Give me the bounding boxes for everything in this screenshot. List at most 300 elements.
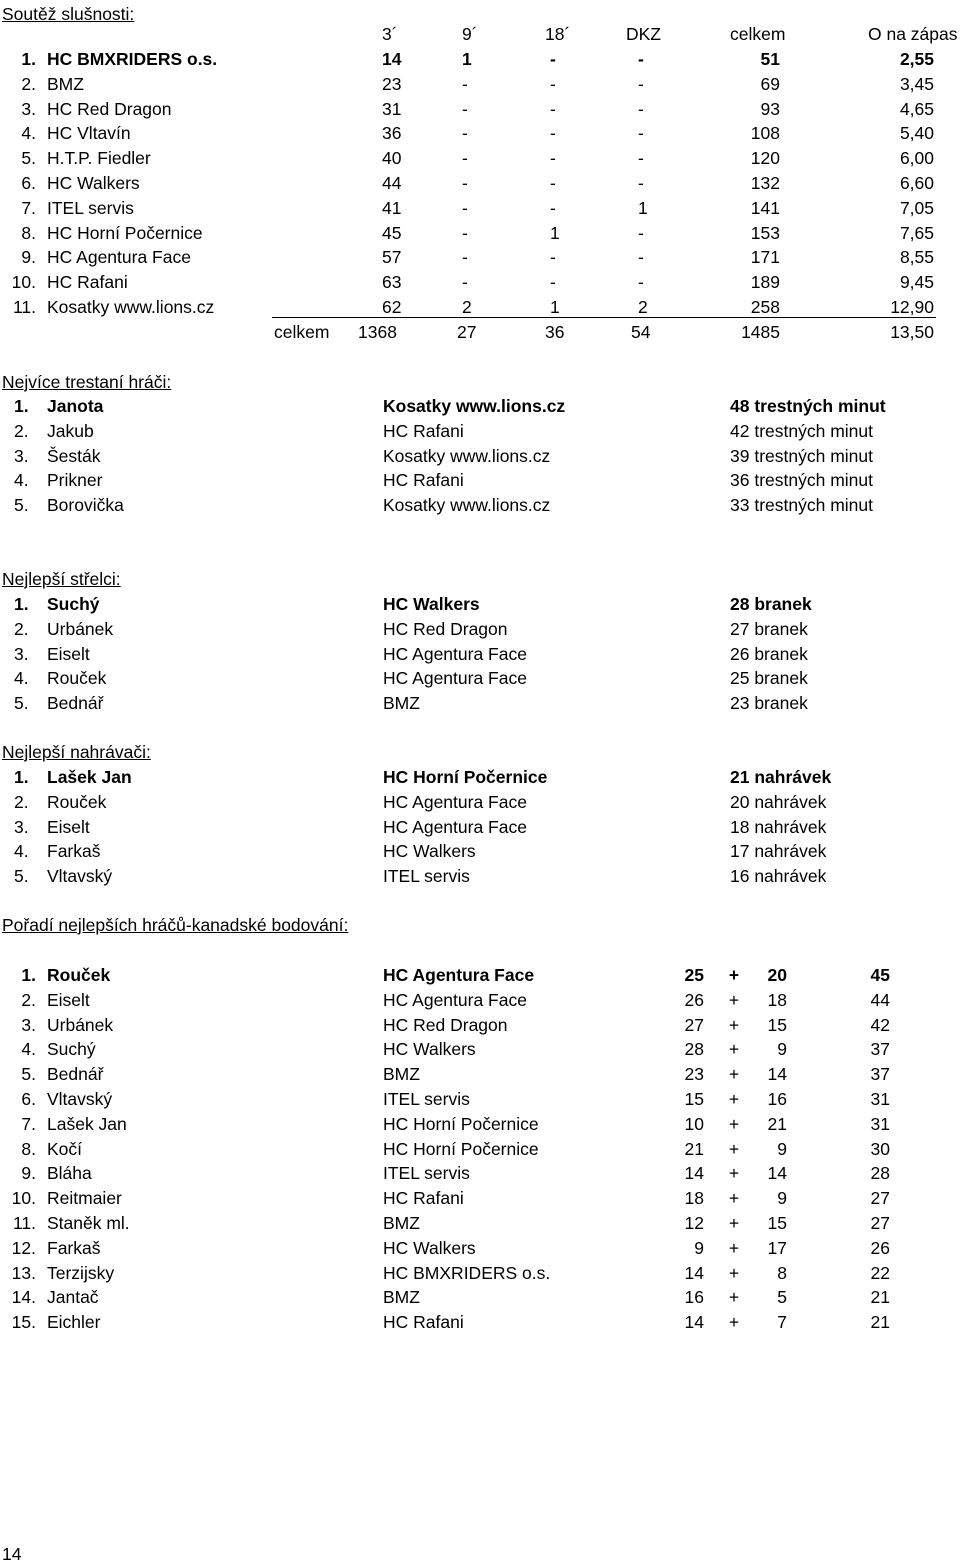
team-name: HC Agentura Face (383, 816, 527, 837)
rank: 8. (21, 1138, 36, 1159)
team-name: ITEL servis (47, 197, 134, 218)
canadian-row (0, 1161, 960, 1186)
fair-play-row (0, 121, 960, 146)
penalty-per-game: 5,40 (899, 123, 934, 144)
canadian-row (0, 1112, 960, 1137)
assists: 7 (777, 1312, 787, 1333)
fair-play-title: Soutěž slušnosti: (2, 4, 135, 24)
penalty-9min: - (462, 173, 468, 193)
plus-sign: + (728, 1237, 740, 1258)
rank: 3. (14, 643, 29, 664)
team-name: HC Rafani (47, 272, 128, 293)
canadian-title: Pořadí nejlepších hráčů-kanadské bodování: (2, 915, 349, 935)
canadian-row (0, 1013, 960, 1038)
player-name: Farkaš (47, 841, 101, 862)
rank: 7. (21, 197, 36, 218)
penalty-dkz: - (638, 73, 644, 94)
penalized-row (0, 394, 960, 419)
penalty-dkz: - (638, 98, 644, 119)
assists: 14 (767, 1064, 787, 1085)
team-name: HC BMXRIDERS o.s. (47, 49, 218, 69)
team-name: HC Agentura Face (47, 247, 191, 268)
penalty-total: 141 (750, 197, 780, 218)
player-name: Suchý (47, 594, 100, 614)
penalty-9min: 1 (462, 49, 472, 69)
rank: 11. (12, 1213, 36, 1233)
rank: 1. (14, 594, 29, 614)
player-name: Janota (47, 396, 104, 416)
canadian-row (0, 1285, 960, 1310)
rank: 4. (21, 123, 36, 144)
team-name: HC Rafani (383, 470, 464, 491)
penalty-dkz: 1 (638, 197, 648, 218)
fair-play-row (0, 221, 960, 246)
team-name: HC Agentura Face (383, 643, 527, 664)
penalized-row (0, 468, 960, 493)
penalty-18min: - (550, 197, 556, 218)
player-name: Jakub (47, 420, 94, 441)
team-name: BMZ (47, 73, 84, 94)
team-name: BMZ (383, 693, 420, 714)
player-name: Šesták (47, 445, 101, 466)
penalty-per-game: 2,55 (899, 49, 934, 69)
fair-play-row (0, 97, 960, 122)
team-name: HC Rafani (383, 1312, 464, 1333)
canadian-row (0, 1087, 960, 1112)
stat-value: 42 trestných minut (730, 420, 873, 441)
team-name: HC Agentura Face (383, 791, 527, 812)
assists: 18 (767, 989, 787, 1010)
team-name: ITEL servis (383, 1089, 470, 1109)
scorers-row (0, 691, 960, 716)
player-name: Urbánek (47, 1014, 114, 1035)
player-name: Eiselt (47, 816, 90, 837)
rank: 5. (14, 866, 29, 887)
penalty-dkz: - (638, 222, 644, 243)
stat-value: 17 nahrávek (730, 841, 827, 862)
penalty-per-game: 4,65 (899, 98, 934, 119)
penalty-per-game: 7,65 (899, 222, 934, 243)
penalty-total: 153 (750, 222, 780, 243)
team-name: Kosatky www.lions.cz (383, 445, 551, 466)
plus-sign: + (728, 1014, 740, 1035)
total-3min: 1368 (358, 322, 397, 342)
penalty-9min: - (462, 272, 468, 293)
goals: 9 (694, 1237, 704, 1258)
team-name: Kosatky www.lions.cz (383, 495, 551, 516)
rank: 3. (14, 816, 29, 837)
assists-row (0, 839, 960, 864)
stat-value: 21 nahrávek (730, 767, 832, 787)
plus-sign: + (728, 1064, 740, 1085)
col-header-9min: 9´ (462, 24, 478, 44)
team-name: HC Walkers (383, 1237, 476, 1258)
goals: 10 (684, 1113, 704, 1134)
assists: 15 (767, 1213, 787, 1233)
stat-value: 36 trestných minut (730, 470, 873, 491)
rank: 5. (14, 693, 29, 714)
team-name: HC Walkers (47, 173, 140, 193)
assists-title: Nejlepší nahrávači: (2, 742, 151, 762)
player-name: Reitmaier (47, 1188, 122, 1209)
penalty-dkz: - (638, 247, 644, 268)
points: 31 (870, 1113, 890, 1134)
penalty-dkz: - (638, 49, 644, 69)
rank: 6. (21, 173, 36, 193)
penalty-9min: 2 (462, 297, 472, 317)
player-name: Vltavský (47, 866, 113, 887)
rank: 2. (14, 791, 29, 812)
penalty-per-game: 6,00 (899, 148, 934, 169)
team-name: HC Agentura Face (383, 965, 535, 985)
penalty-3min: 45 (382, 222, 402, 243)
assists: 16 (767, 1089, 787, 1109)
penalty-dkz: - (638, 123, 644, 144)
plus-sign: + (728, 989, 740, 1010)
penalty-total: 51 (760, 49, 780, 69)
rank: 5. (21, 148, 36, 169)
goals: 21 (684, 1138, 704, 1159)
penalty-3min: 31 (382, 98, 402, 119)
player-name: Eiselt (47, 989, 90, 1010)
total-label: celkem (274, 322, 330, 342)
points: 37 (870, 1064, 890, 1085)
assists: 20 (767, 965, 787, 985)
penalty-total: 108 (750, 123, 780, 144)
assists: 9 (777, 1039, 787, 1060)
assists: 17 (767, 1237, 787, 1258)
rank: 6. (21, 1089, 36, 1109)
fair-play-row (0, 72, 960, 97)
rank: 4. (14, 470, 29, 491)
plus-sign: + (728, 1262, 740, 1283)
player-name: Bláha (47, 1163, 92, 1184)
penalty-per-game: 12,90 (890, 297, 934, 317)
penalty-dkz: - (638, 272, 644, 293)
total-per-game: 13,50 (890, 322, 934, 342)
assists-row (0, 864, 960, 889)
penalty-3min: 36 (382, 123, 402, 144)
plus-sign: + (728, 1188, 740, 1209)
penalty-9min: - (462, 247, 468, 268)
canadian-row (0, 1186, 960, 1211)
points: 21 (870, 1312, 890, 1333)
player-name: Farkaš (47, 1237, 101, 1258)
player-name: Vltavský (47, 1089, 113, 1109)
penalty-per-game: 9,45 (899, 272, 934, 293)
penalty-total: 132 (750, 173, 780, 193)
rank: 14. (11, 1287, 36, 1308)
penalty-18min: 1 (550, 222, 560, 243)
points: 27 (870, 1213, 890, 1233)
scorers-title: Nejlepší střelci: (2, 569, 121, 589)
team-name: HC Horní Počernice (383, 1113, 539, 1134)
fair-play-row (0, 196, 960, 221)
penalty-dkz: - (638, 148, 644, 169)
penalty-3min: 40 (382, 148, 402, 169)
player-name: Eiselt (47, 643, 90, 664)
penalty-9min: - (462, 123, 468, 144)
rank: 3. (14, 445, 29, 466)
penalty-per-game: 3,45 (899, 73, 934, 94)
penalty-total: 69 (760, 73, 780, 94)
rank: 4. (14, 841, 29, 862)
player-name: Borovička (47, 495, 124, 516)
rank: 7. (21, 1113, 36, 1134)
team-name: HC Walkers (383, 594, 480, 614)
team-name: HC Walkers (383, 1039, 476, 1060)
team-name: ITEL servis (383, 866, 470, 887)
rank: 9. (21, 1163, 36, 1184)
points: 44 (870, 989, 890, 1010)
penalty-18min: - (550, 148, 556, 169)
rank: 5. (14, 495, 29, 516)
penalty-18min: - (550, 49, 556, 69)
goals: 25 (684, 965, 704, 985)
rank: 12. (11, 1237, 36, 1258)
team-name: HC BMXRIDERS o.s. (383, 1262, 551, 1283)
stat-value: 18 nahrávek (730, 816, 827, 837)
penalized-title: Nejvíce trestaní hráči: (2, 372, 172, 392)
penalty-9min: - (462, 98, 468, 119)
rank: 1. (14, 396, 29, 416)
col-header-dkz: DKZ (626, 24, 661, 44)
penalty-per-game: 8,55 (899, 247, 934, 268)
assists: 15 (767, 1014, 787, 1035)
points: 42 (870, 1014, 890, 1035)
team-name: HC Walkers (383, 841, 476, 862)
rank: 10. (11, 272, 36, 293)
penalty-3min: 62 (382, 297, 402, 317)
fair-play-row (0, 47, 960, 72)
team-name: HC Horní Počernice (47, 222, 203, 243)
plus-sign: + (728, 1312, 740, 1333)
player-name: Rouček (47, 965, 111, 985)
player-name: Jantač (47, 1287, 99, 1308)
team-name: HC Vltavín (47, 123, 131, 144)
points: 31 (870, 1089, 890, 1109)
team-name: Kosatky www.lions.cz (383, 396, 566, 416)
penalty-dkz: - (638, 173, 644, 193)
player-name: Prikner (47, 470, 103, 491)
goals: 23 (684, 1064, 704, 1085)
rank: 13. (11, 1262, 36, 1283)
fair-play-row (0, 171, 960, 196)
team-name: HC Agentura Face (383, 989, 527, 1010)
total-total: 1485 (741, 322, 780, 342)
penalty-3min: 44 (382, 173, 402, 193)
col-header-total: celkem (730, 24, 786, 44)
assists: 9 (777, 1188, 787, 1209)
goals: 28 (684, 1039, 704, 1060)
team-name: HC Red Dragon (47, 98, 172, 119)
penalty-per-game: 6,60 (899, 173, 934, 193)
rank: 1. (21, 965, 36, 985)
stat-value: 28 branek (730, 594, 812, 614)
penalty-9min: - (462, 148, 468, 169)
rank: 2. (21, 989, 36, 1010)
fair-play-row (0, 146, 960, 171)
stat-value: 16 nahrávek (730, 866, 827, 887)
penalized-row (0, 493, 960, 518)
stat-value: 48 trestných minut (730, 396, 886, 416)
fair-play-row (0, 245, 960, 270)
plus-sign: + (728, 965, 740, 985)
penalty-per-game: 7,05 (899, 197, 934, 218)
plus-sign: + (728, 1089, 740, 1109)
fair-play-total-divider (272, 317, 936, 318)
goals: 15 (684, 1089, 704, 1109)
canadian-row (0, 1137, 960, 1162)
penalty-3min: 14 (382, 49, 402, 69)
canadian-row (0, 963, 960, 988)
penalty-18min: - (550, 173, 556, 193)
canadian-row (0, 1062, 960, 1087)
col-header-per-game: O na zápas (868, 24, 958, 44)
points: 27 (870, 1188, 890, 1209)
player-name: Urbánek (47, 618, 114, 639)
goals: 26 (684, 989, 704, 1010)
team-name: HC Horní Počernice (383, 767, 548, 787)
penalty-dkz: 2 (638, 297, 648, 317)
points: 37 (870, 1039, 890, 1060)
player-name: Lašek Jan (47, 1113, 127, 1134)
points: 21 (870, 1287, 890, 1308)
team-name: HC Agentura Face (383, 668, 527, 689)
assists-row (0, 790, 960, 815)
rank: 8. (21, 222, 36, 243)
rank: 4. (14, 668, 29, 689)
team-name: ITEL servis (383, 1163, 470, 1184)
canadian-row (0, 1261, 960, 1286)
player-name: Kočí (47, 1138, 83, 1159)
rank: 11. (12, 297, 36, 317)
penalty-total: 258 (750, 297, 780, 317)
stat-value: 39 trestných minut (730, 445, 873, 466)
plus-sign: + (728, 1138, 740, 1159)
points: 28 (870, 1163, 890, 1184)
player-name: Bednář (47, 693, 104, 714)
rank: 3. (21, 98, 36, 119)
total-18min: 36 (545, 322, 565, 342)
points: 45 (870, 965, 890, 985)
scorers-row (0, 666, 960, 691)
points: 22 (870, 1262, 890, 1283)
penalty-9min: - (462, 222, 468, 243)
points: 26 (870, 1237, 890, 1258)
penalty-3min: 57 (382, 247, 402, 268)
player-name: Staněk ml. (47, 1213, 130, 1233)
penalty-3min: 23 (382, 73, 402, 94)
penalty-9min: - (462, 197, 468, 218)
rank: 10. (11, 1188, 36, 1209)
rank: 1. (21, 49, 36, 69)
scorers-row (0, 617, 960, 642)
goals: 16 (684, 1287, 704, 1308)
team-name: HC Horní Počernice (383, 1138, 539, 1159)
rank: 1. (14, 767, 29, 787)
player-name: Suchý (47, 1039, 96, 1060)
player-name: Rouček (47, 668, 107, 689)
penalized-row (0, 419, 960, 444)
player-name: Eichler (47, 1312, 101, 1333)
total-9min: 27 (457, 322, 477, 342)
team-name: BMZ (383, 1064, 420, 1085)
stat-value: 25 branek (730, 668, 808, 689)
plus-sign: + (728, 1287, 740, 1308)
rank: 2. (21, 73, 36, 94)
canadian-row (0, 1211, 960, 1236)
penalty-9min: - (462, 73, 468, 94)
player-name: Terzijsky (47, 1262, 115, 1283)
rank: 9. (21, 247, 36, 268)
team-name: BMZ (383, 1287, 420, 1308)
fair-play-header-row (0, 22, 960, 47)
plus-sign: + (728, 1163, 740, 1184)
goals: 27 (684, 1014, 704, 1035)
penalty-total: 189 (750, 272, 780, 293)
goals: 12 (684, 1213, 704, 1233)
penalty-18min: - (550, 123, 556, 144)
player-name: Lašek Jan (47, 767, 132, 787)
stat-value: 27 branek (730, 618, 808, 639)
penalty-total: 93 (760, 98, 780, 119)
points: 30 (870, 1138, 890, 1159)
team-name: HC Rafani (383, 420, 464, 441)
player-name: Rouček (47, 791, 107, 812)
plus-sign: + (728, 1113, 740, 1134)
assists: 8 (777, 1262, 787, 1283)
canadian-row (0, 988, 960, 1013)
rank: 4. (21, 1039, 36, 1060)
stat-value: 33 trestných minut (730, 495, 873, 516)
penalty-3min: 63 (382, 272, 402, 293)
scorers-row (0, 592, 960, 617)
goals: 14 (684, 1163, 704, 1184)
assists-row (0, 765, 960, 790)
canadian-row (0, 1037, 960, 1062)
page-number: 14 (2, 1544, 22, 1564)
total-dkz: 54 (631, 322, 651, 342)
plus-sign: + (728, 1213, 740, 1233)
penalty-18min: - (550, 272, 556, 293)
rank: 2. (14, 618, 29, 639)
rank: 15. (11, 1312, 36, 1333)
rank: 2. (14, 420, 29, 441)
assists: 14 (767, 1163, 787, 1184)
stat-value: 20 nahrávek (730, 791, 827, 812)
stat-value: 26 branek (730, 643, 808, 664)
assists: 5 (777, 1287, 787, 1308)
rank: 3. (21, 1014, 36, 1035)
goals: 14 (684, 1262, 704, 1283)
fair-play-total-row (0, 320, 960, 345)
canadian-row (0, 1310, 960, 1335)
team-name: HC Red Dragon (383, 618, 508, 639)
penalty-total: 171 (750, 247, 780, 268)
penalty-3min: 41 (382, 197, 402, 218)
col-header-18min: 18´ (545, 24, 571, 44)
team-name: HC Red Dragon (383, 1014, 508, 1035)
scorers-row (0, 642, 960, 667)
plus-sign: + (728, 1039, 740, 1060)
penalty-18min: 1 (550, 297, 560, 317)
canadian-row (0, 1236, 960, 1261)
assists: 21 (767, 1113, 787, 1134)
penalty-18min: - (550, 73, 556, 94)
assists-row (0, 815, 960, 840)
col-header-3min: 3´ (382, 24, 398, 44)
